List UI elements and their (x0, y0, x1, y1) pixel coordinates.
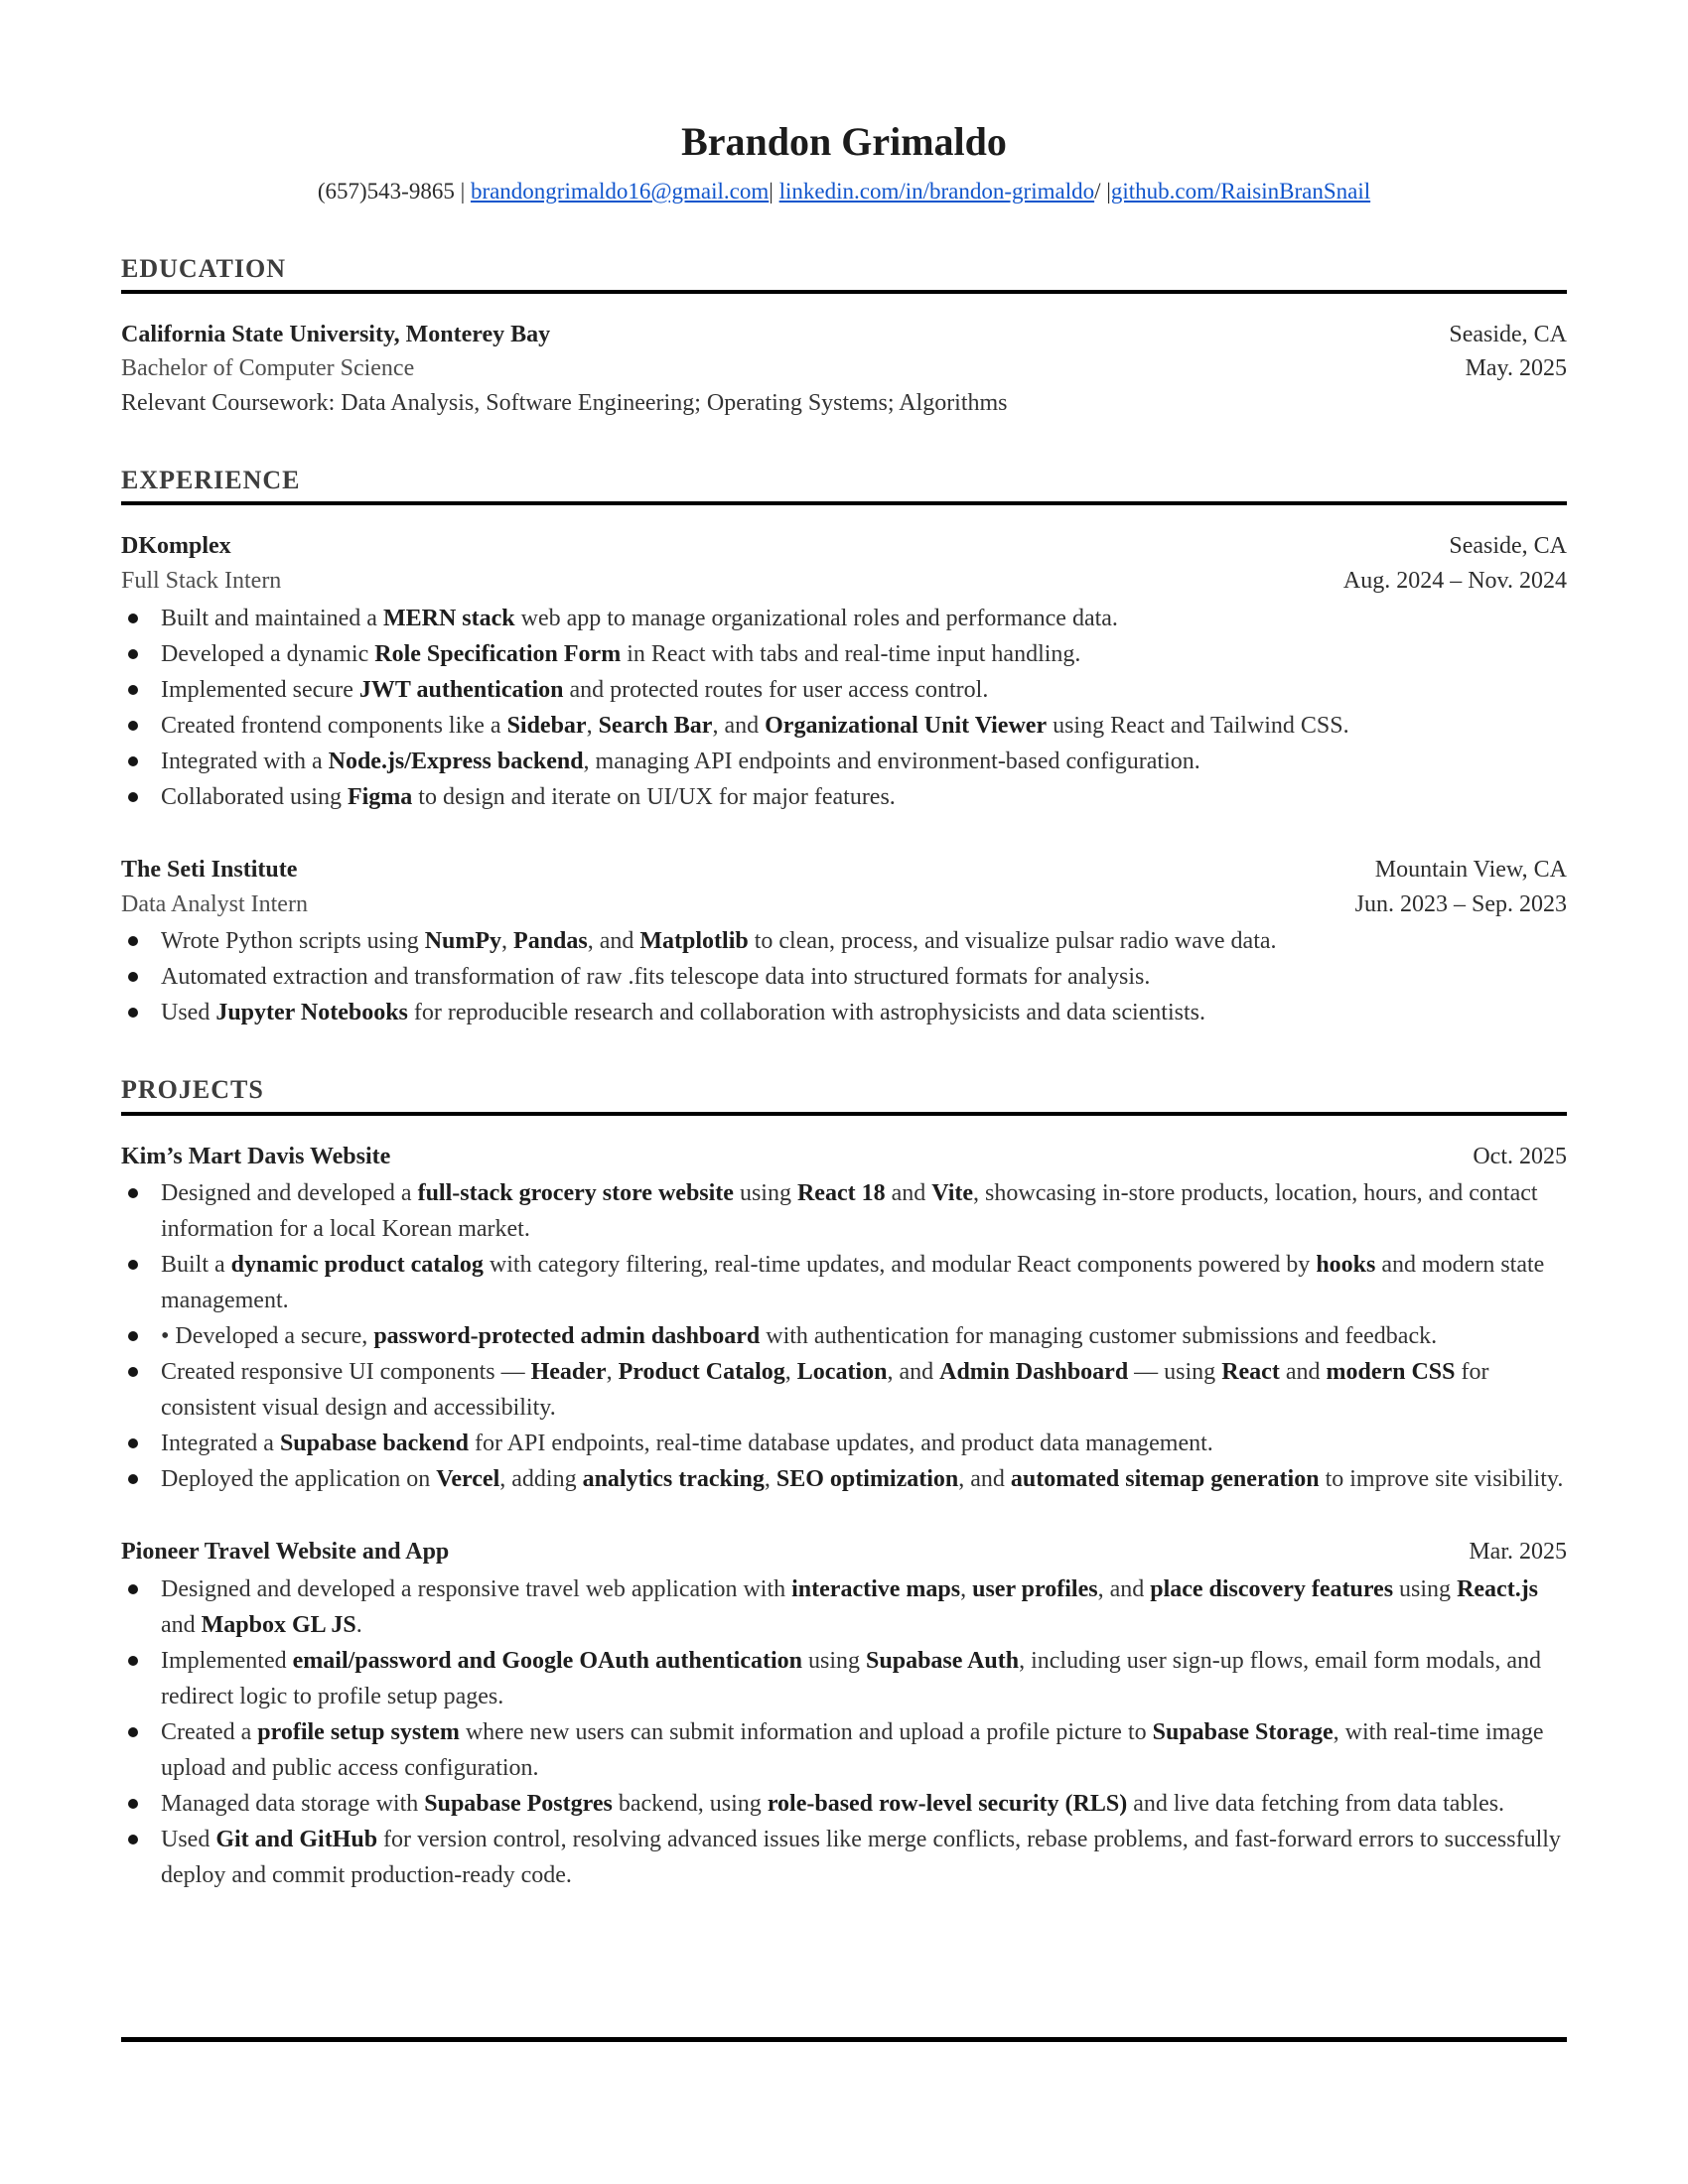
section-experience (121, 465, 1567, 1030)
resume-entry (121, 529, 1567, 815)
entry-title-row (121, 1535, 1567, 1570)
entry-subtitle: Full Stack Intern (121, 568, 282, 595)
bullet-item: Designed and developed a full-stack grocery store website using React 18 and Vite, showcasing in-store products, location, hours, and contact information for a local Korean market. (121, 1175, 1567, 1247)
separator: | (769, 179, 779, 204)
resume-entry (121, 1140, 1567, 1498)
bullet-item: Built a dynamic product catalog with category filtering, real-time updates, and modular React components powered by hooks and modern state management. (121, 1247, 1567, 1318)
entry-subtitle-row (121, 351, 1567, 386)
bullet-list (121, 923, 1567, 1030)
bullet-item: Used Jupyter Notebooks for reproducible research and collaboration with astrophysicists and data scientists. (121, 995, 1567, 1030)
entry-subtitle: Bachelor of Computer Science (121, 355, 415, 382)
entry-title: The Seti Institute (121, 856, 298, 883)
resume-entry (121, 318, 1567, 421)
entry-title-row (121, 318, 1567, 352)
entry-right-top: Seaside, CA (1449, 321, 1567, 347)
phone-number: (657)543-9865 (317, 179, 455, 204)
entry-right-bottom: Jun. 2023 – Sep. 2023 (1354, 890, 1567, 917)
sections (121, 253, 1567, 1894)
linkedin-link[interactable]: linkedin.com/in/brandon-grimaldo (778, 179, 1095, 204)
entry-right-bottom: Aug. 2024 – Nov. 2024 (1342, 568, 1567, 595)
bullet-item: Implemented secure JWT authentication and protected routes for user access control. (121, 672, 1567, 708)
section-education (121, 253, 1567, 422)
entry-title-row (121, 853, 1567, 887)
bullet-item: • Developed a secure, password-protected admin dashboard with authentication for managing customer submissions and feedback. (121, 1318, 1567, 1354)
bullet-item: Wrote Python scripts using NumPy, Pandas, and Matplotlib to clean, process, and visualize pulsar radio wave data. (121, 923, 1567, 959)
separator: | (454, 179, 471, 204)
entry-extra-line: Relevant Coursework: Data Analysis, Software Engineering; Operating Systems; Algorithms (121, 390, 1008, 417)
bullet-item: Automated extraction and transformation of raw .fits telescope data into structured formats for analysis. (121, 959, 1567, 995)
bullet-list (121, 1175, 1567, 1497)
bullet-item: Used Git and GitHub for version control, resolving advanced issues like merge conflicts, rebase problems, and fast-forward errors to successfully deploy and commit production-ready code. (121, 1822, 1567, 1893)
entry-right-top: Seaside, CA (1449, 533, 1567, 560)
resume-entry (121, 853, 1567, 1031)
section-entries (121, 1140, 1567, 1894)
entry-subtitle: Data Analyst Intern (121, 890, 308, 917)
contact-line (121, 175, 1567, 209)
entry-right-bottom: May. 2025 (1465, 355, 1567, 382)
bullet-item: Integrated a Supabase backend for API endpoints, real-time database updates, and product data management. (121, 1426, 1567, 1461)
bullet-item: Created frontend components like a Sidebar, Search Bar, and Organizational Unit Viewer using React and Tailwind CSS. (121, 708, 1567, 744)
entry-title-row (121, 1140, 1567, 1174)
resume-entry (121, 1535, 1567, 1893)
bullet-item: Collaborated using Figma to design and iterate on UI/UX for major features. (121, 779, 1567, 815)
bullet-list (121, 1571, 1567, 1893)
section-entries (121, 318, 1567, 421)
separator: / | (1094, 179, 1111, 204)
section-heading: PROJECTS (121, 1074, 1567, 1115)
bullet-item: Managed data storage with Supabase Postgres backend, using role-based row-level security (RLS) and live data fetching from data tables. (121, 1786, 1567, 1822)
section-projects (121, 1074, 1567, 1893)
bullet-item: Integrated with a Node.js/Express backend, managing API endpoints and environment-based configuration. (121, 744, 1567, 779)
bullet-item: Created a profile setup system where new users can submit information and upload a profile picture to Supabase Storage, with real-time image upload and public access configuration. (121, 1714, 1567, 1786)
entry-title: Kim’s Mart Davis Website (121, 1143, 391, 1169)
footer-rule (121, 2037, 1567, 2042)
entry-right-top: Oct. 2025 (1473, 1143, 1567, 1169)
entry-title-row (121, 529, 1567, 564)
bullet-item: Developed a dynamic Role Specification Form in React with tabs and real-time input handling. (121, 636, 1567, 672)
github-link[interactable]: github.com/RaisinBranSnail (1110, 179, 1371, 204)
entry-right-top: Mountain View, CA (1374, 856, 1567, 883)
bullet-item: Deployed the application on Vercel, adding analytics tracking, SEO optimization, and automated sitemap generation to improve site visibility. (121, 1461, 1567, 1497)
bullet-item: Built and maintained a MERN stack web app to manage organizational roles and performance data. (121, 601, 1567, 636)
section-heading: EXPERIENCE (121, 465, 1567, 505)
page-title: Brandon Grimaldo (681, 119, 1007, 164)
email-link[interactable]: brandongrimaldo16@gmail.com (470, 179, 770, 204)
entry-title: California State University, Monterey Bay (121, 321, 551, 347)
entry-title: Pioneer Travel Website and App (121, 1539, 450, 1566)
bullet-list (121, 601, 1567, 815)
bullet-item: Created responsive UI components — Header, Product Catalog, Location, and Admin Dashboard — using React and modern CSS for consistent visual design and accessibility. (121, 1354, 1567, 1426)
entry-title: DKomplex (121, 533, 231, 560)
entry-subtitle-row (121, 887, 1567, 922)
bullet-item: Implemented email/password and Google OAuth authentication using Supabase Auth, including user sign-up flows, email form modals, and redirect logic to profile setup pages. (121, 1643, 1567, 1714)
bullet-item: Designed and developed a responsive travel web application with interactive maps, user profiles, and place discovery features using React.js and Mapbox GL JS. (121, 1571, 1567, 1643)
entry-subtitle-row (121, 564, 1567, 599)
entry-right-top: Mar. 2025 (1469, 1539, 1567, 1566)
section-entries (121, 529, 1567, 1030)
section-heading: EDUCATION (121, 253, 1567, 294)
